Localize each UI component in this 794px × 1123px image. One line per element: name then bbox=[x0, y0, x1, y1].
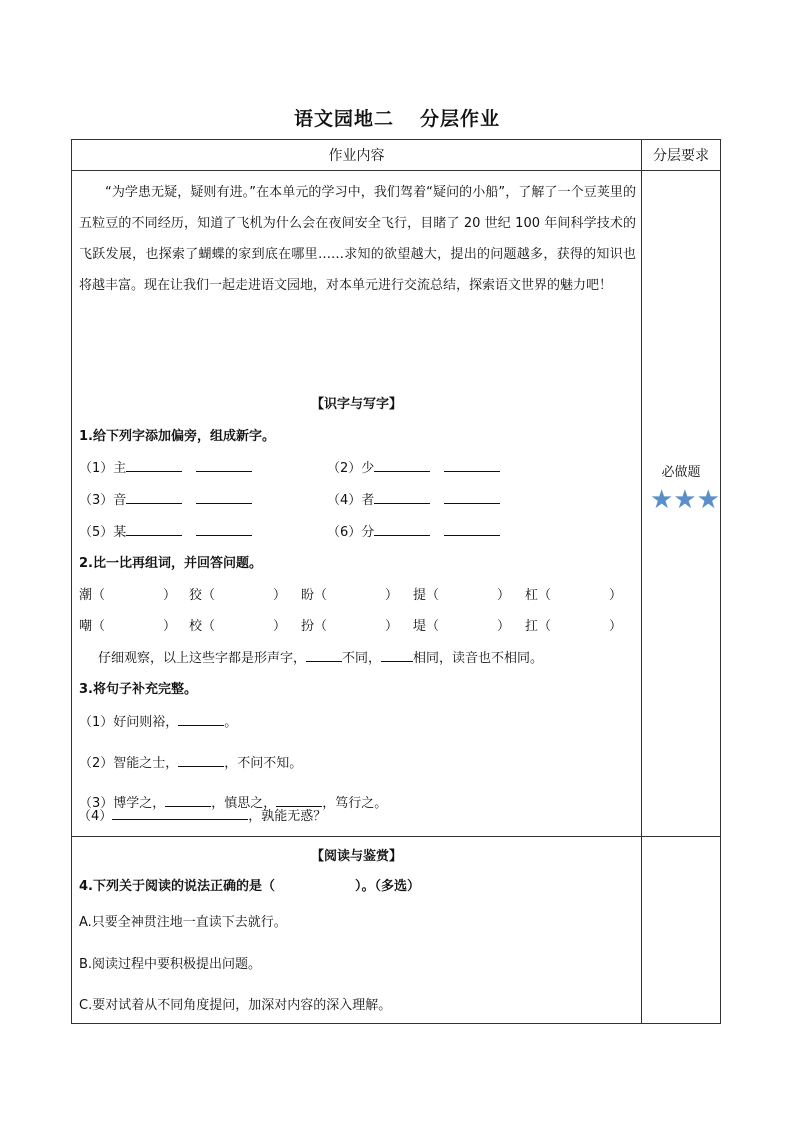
q2-row2-item: 扮（ ） bbox=[301, 619, 399, 634]
q2-row2-item: 堤（ ） bbox=[413, 619, 511, 634]
q1-item: （5）某 bbox=[79, 521, 252, 540]
content-cell-2 bbox=[72, 837, 641, 1023]
table-row bbox=[72, 837, 721, 1024]
q3-sentence-4: （4） ，孰能无惑？ bbox=[78, 809, 327, 824]
title-part1: 语文园地二 bbox=[293, 108, 394, 130]
homework-table bbox=[71, 139, 721, 1024]
q2-row2-item: 嘲（ ） bbox=[79, 619, 177, 634]
q2-row1-item: 提（ ） bbox=[413, 588, 511, 603]
q2-row1-item: 盼（ ） bbox=[301, 588, 399, 603]
q1-item: （6）分 bbox=[327, 521, 500, 540]
section-heading-literacy: 【识字与写字】 bbox=[310, 397, 402, 412]
intro-paragraph: “为学患无疑，疑则有进。”在本单元的学习中，我们驾着“疑问的小船”，了解了一个豆荚里的五粒豆的不同经历，知道了飞机为什么会在夜间安全飞行，目睹了 20 世纪 100 年间科学技术的飞跃发展，也探索了蝴蝶的家到底在哪里……求知的欲望越大，提出的问题越多，获得的知识也将越丰富。现在让我们一起走进语文园地，对本单元进行交流总结，探索语文世界的魅力吧！ bbox=[79, 185, 636, 293]
q1-title: 1.给下列字添加偏旁，组成新字。 bbox=[79, 429, 275, 444]
q2-row1-item: 狡（ ） bbox=[189, 588, 287, 603]
difficulty-stars-icon bbox=[650, 487, 720, 513]
requirement-cell bbox=[642, 171, 720, 836]
q2-row1-item: 杠（ ） bbox=[525, 588, 623, 603]
q4-title: 4.下列关于阅读的说法正确的是（ ）。（多选） bbox=[79, 879, 420, 894]
requirement-cell-empty bbox=[642, 837, 720, 1023]
q4-option-a: A.只要全神贯注地一直读下去就行。 bbox=[79, 915, 287, 930]
q3-sentence-3: （3）博学之， ，慎思之， ，笃行之。 bbox=[79, 796, 388, 811]
q1-item: （1）主 bbox=[79, 457, 252, 476]
requirement-label: 必做题 bbox=[661, 465, 701, 480]
q4-option-c: C.要对试着从不同角度提问，加深对内容的深入理解。 bbox=[79, 998, 392, 1013]
q2-row2-item: 校（ ） bbox=[189, 619, 287, 634]
header-requirement: 分层要求 bbox=[642, 140, 721, 171]
q3-sentence-2: （2）智能之士， ，不问不知。 bbox=[79, 756, 303, 771]
section-heading-reading: 【阅读与鉴赏】 bbox=[310, 849, 402, 864]
title-part2: 分层作业 bbox=[420, 108, 501, 130]
star-rating: ★★★ bbox=[650, 485, 720, 515]
table-row bbox=[72, 171, 721, 837]
page-title bbox=[0, 104, 794, 131]
q3-sentence-1: （1）好问则裕， 。 bbox=[79, 715, 238, 730]
table-header-row bbox=[72, 140, 721, 171]
content-cell-1 bbox=[72, 171, 641, 836]
q1-item: （4）者 bbox=[327, 489, 500, 508]
q1-item: （3）音 bbox=[79, 489, 252, 508]
q1-item: （2）少 bbox=[327, 457, 500, 476]
q2-title: 2.比一比再组词，并回答问题。 bbox=[79, 556, 262, 571]
q3-title: 3.将句子补充完整。 bbox=[79, 682, 197, 697]
header-content: 作业内容 bbox=[72, 140, 642, 171]
q2-note: 仔细观察，以上这些字都是形声字， 不同， 相同，读音也不相同。 bbox=[98, 651, 544, 666]
q2-row2-item: 扛（ ） bbox=[525, 619, 623, 634]
q2-row1-item: 潮（ ） bbox=[79, 588, 177, 603]
q4-option-b: B.阅读过程中要积极提出问题。 bbox=[79, 957, 262, 972]
